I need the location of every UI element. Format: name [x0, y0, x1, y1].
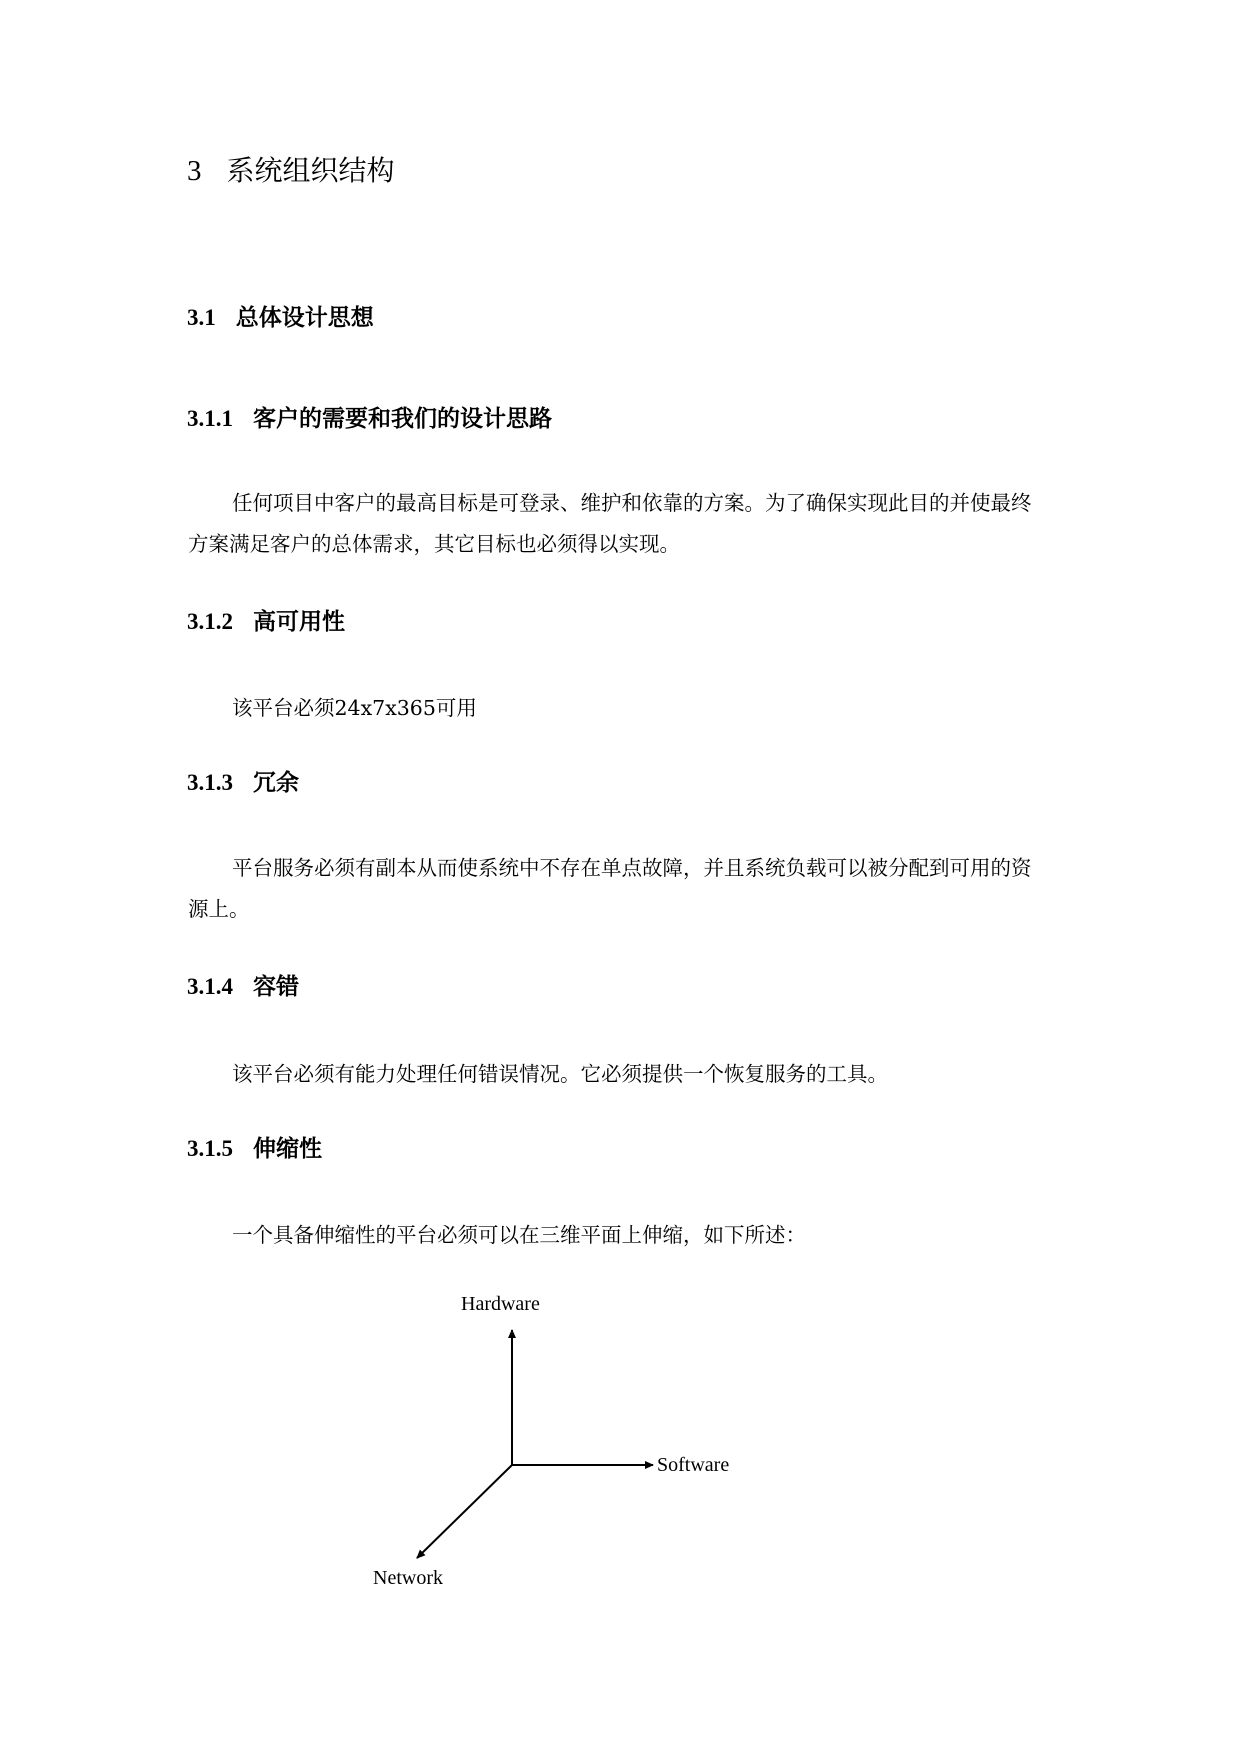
- paragraph-3-1-2: 该平台必须24x7x365可用: [232, 696, 477, 720]
- paragraph-3-1-4: 该平台必须有能力处理任何错误情况。它必须提供一个恢复服务的工具。: [232, 1062, 888, 1086]
- section-number: 3.1.2: [187, 609, 233, 634]
- section-heading-3-1-1: [187, 405, 552, 433]
- chapter-title: 系统组织结构: [226, 154, 395, 187]
- section-heading-3-1-3: [187, 769, 299, 797]
- section-number: 3.1.1: [187, 406, 233, 431]
- chapter-number: 3: [187, 155, 202, 187]
- software-axis-label: Software: [657, 1454, 730, 1476]
- section-number: 3.1.5: [187, 1136, 233, 1161]
- hardware-axis-label: Hardware: [461, 1293, 540, 1315]
- section-title: 伸缩性: [253, 1136, 322, 1162]
- section-title: 高可用性: [253, 609, 345, 635]
- section-number: 3.1.3: [187, 770, 233, 795]
- section-heading-3-1-2: [187, 608, 345, 636]
- paragraph-3-1-3: 平台服务必须有副本从而使系统中不存在单点故障，并且系统负载可以被分配到可用的资源上。: [188, 856, 1032, 921]
- paragraph-3-1-5: 一个具备伸缩性的平台必须可以在三维平面上伸缩，如下所述：: [232, 1223, 806, 1247]
- section-heading-3-1: [187, 304, 374, 332]
- section-title: 容错: [253, 974, 299, 1000]
- paragraph-3-1-1: 任何项目中客户的最高目标是可登录、维护和依靠的方案。为了确保实现此目的并使最终方案满足客户的总体需求，其它目标也必须得以实现。: [188, 491, 1032, 556]
- network-axis-line: [417, 1465, 512, 1558]
- section-heading-3-1-5: [187, 1135, 322, 1163]
- network-axis-label: Network: [373, 1567, 443, 1589]
- section-title: 冗余: [253, 770, 299, 796]
- section-heading-3-1-4: [187, 973, 299, 1001]
- section-title: 客户的需要和我们的设计思路: [253, 406, 552, 432]
- section-title: 总体设计思想: [235, 305, 374, 331]
- section-number: 3.1: [187, 305, 216, 330]
- section-number: 3.1.4: [187, 974, 233, 999]
- chapter-heading: [187, 154, 395, 188]
